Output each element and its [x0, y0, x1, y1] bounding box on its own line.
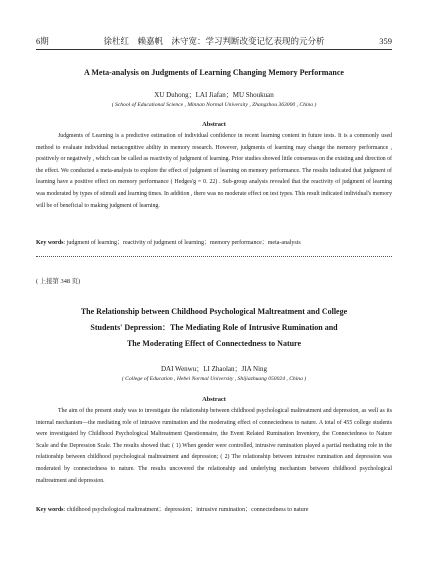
article2-keywords: [36, 505, 392, 517]
article2-abstract: The aim of the present study was to investigate the relationship between childhood psychological maltreatment and depression, as well as its internal mechanism—the mediating role of intrusive rumination and the moderating effect of connectedness to nature. A total of 455 college students were investigated by Childhood Psychological Maltreatment Questionnaire, the Event Related Rumination Inventory, the Connectedness to Nature Scale and the Depression Scale. The results showed that: ( 1) When gender were controlled, intrusive rumination played a partial mediating role in the relationship between childhood psychological maltreatment and depression; ( 2) The relationship between intrusive rumination and depression was moderated by connectedness to nature. The results uncovered the relationship and underlying mechanism between childhood psychological maltreatment and depression.: [36, 408, 392, 484]
article1-abstract-heading: Abstract: [202, 121, 226, 128]
page-number: 359: [379, 36, 392, 46]
article2-title-line: The Relationship between Childhood Psychological Maltreatment and College: [80, 307, 348, 316]
article1-abstract: Judgments of Learning is a predictive estimation of individual confidence in recent learning content in future tests. It is a commonly used method to evaluate individual metacognitive ability in memory research. However, judgments of learning may change the memory performance , positively or negatively , which can be called as reactivity of judgment of learning. Prior studies showed little consensus on the existing and direction of the effect. We conducted a meta-analysis to explore the effect of judgment of learning on memory performance. The results indicated that judgment of learning have a positive effect on memory performance ( Hedges'g = 0. 22) . Sub-group analysis revealed that the reactivity of judgment of learning was moderated by types of stimuli and learning times. In addition , there was no moderate effect on test types. This result indicated individual's memory will be of beneficial to making judgment of learning.: [36, 133, 392, 209]
article1-affiliation: ( School of Educational Science , Minnan Normal University , Zhangzhou 363000 , China ): [111, 102, 317, 108]
running-header: [36, 34, 392, 48]
article2-keywords-text: : childhood psychological maltreatment；depression；intrusive rumination；connectedness to nature: [63, 507, 309, 513]
article1-keywords-text: : judgment of learning；reactivity of judgment of learning；memory performance；meta-analysis: [63, 240, 301, 246]
article2-title-line: Students' Depression：The Mediating Role of Intrusive Rumination and: [90, 323, 338, 332]
article2-abstract-heading: Abstract: [202, 396, 226, 403]
header-divider: [36, 49, 392, 50]
article1-title: A Meta-analysis on Judgments of Learning Changing Memory Performance: [84, 68, 344, 77]
article1-authors: XU Duhong；LAI Jiafan；MU Shoukuan: [154, 91, 274, 99]
article1-keywords: [36, 238, 392, 250]
section-divider: [36, 256, 392, 257]
continuation-note: ( 上接第 348 页): [36, 278, 81, 285]
article2-authors: DAI Wenwu；LI Zhaolan；JIA Ning: [160, 365, 268, 373]
running-title: 徐杜红 赖嘉帆 沐守宽：学习判断改变记忆表现的元分析: [103, 36, 325, 46]
article2-affiliation: ( College of Education , Hebei Normal University , Shijiazhuang 050024 , China ): [121, 376, 307, 382]
article1-keywords-label: Key words: [36, 240, 64, 246]
article2-title-line: The Moderating Effect of Connectedness to Nature: [126, 339, 302, 348]
article2-keywords-label: Key words: [36, 507, 64, 513]
issue-number: 6期: [36, 36, 49, 46]
